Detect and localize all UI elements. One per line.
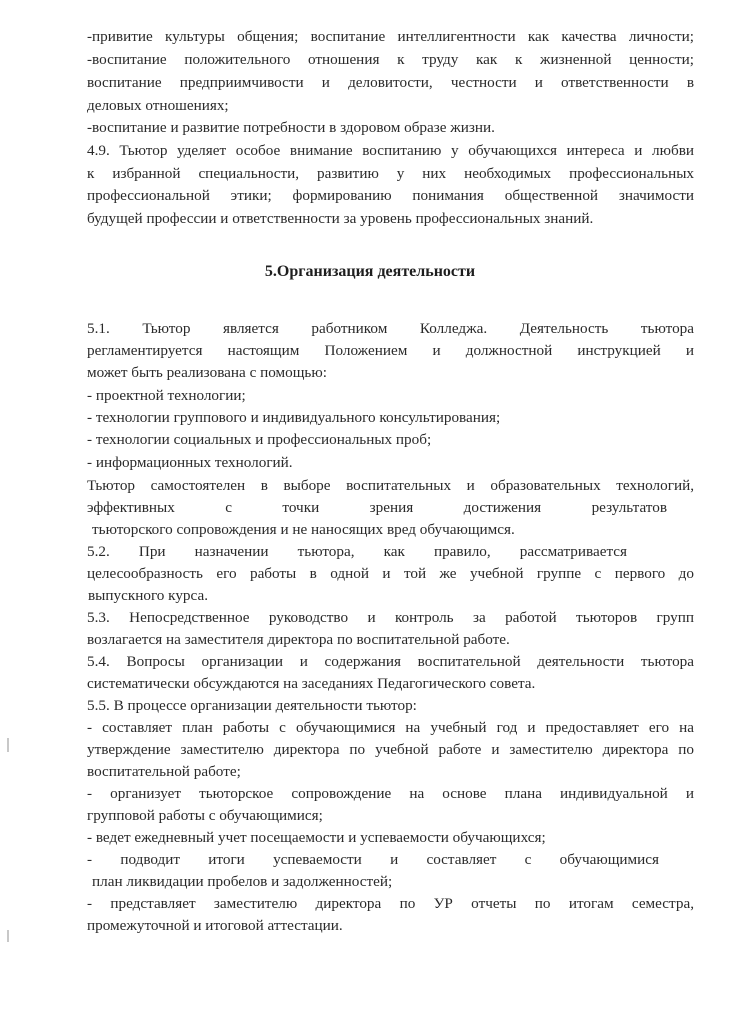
text-line: утверждение заместителю директора по учебной работе и заместителю директора по bbox=[87, 741, 694, 758]
text-line: план ликвидации пробелов и задолженностей; bbox=[92, 873, 393, 890]
text-line: - представляет заместителю директора по УР отчеты по итогам семестра, bbox=[87, 895, 694, 912]
text-line: Тьютор самостоятелен в выборе воспитательных и образовательных технологий, bbox=[87, 477, 694, 494]
text-line: -привитие культуры общения; воспитание интеллигентности как качества личности; bbox=[87, 28, 694, 45]
text-line: 5.2. При назначении тьютора, как правило, рассматривается bbox=[87, 543, 627, 560]
text-line: к избранной специальности, развитию у них необходимых профессиональных bbox=[87, 165, 694, 182]
text-line: деловых отношениях; bbox=[87, 97, 229, 114]
text-line: - проектной технологии; bbox=[87, 387, 246, 404]
text-line: 4.9. Тьютор уделяет особое внимание воспитанию у обучающихся интереса и любви bbox=[87, 142, 694, 159]
text-line: профессиональной этики; формированию понимания общественной значимости bbox=[87, 187, 694, 204]
text-line: регламентируется настоящим Положением и должностной инструкцией и bbox=[87, 342, 694, 359]
text-line: - технологии группового и индивидуального консультирования; bbox=[87, 409, 501, 426]
text-line: - информационных технологий. bbox=[87, 454, 293, 471]
text-line: -воспитание положительного отношения к труду как к жизненной ценности; bbox=[87, 51, 694, 68]
scan-artifact bbox=[7, 738, 9, 752]
text-line: -воспитание и развитие потребности в здоровом образе жизни. bbox=[87, 119, 495, 136]
text-line: 5.3. Непосредственное руководство и контроль за работой тьюторов групп bbox=[87, 609, 694, 626]
text-line: - подводит итоги успеваемости и составляет с обучающимися bbox=[87, 851, 659, 868]
text-line: целесообразность его работы в одной и той же учебной группе с первого до bbox=[87, 565, 694, 582]
text-line: - составляет план работы с обучающимися на учебный год и предоставляет его на bbox=[87, 719, 694, 736]
text-line: может быть реализована с помощью: bbox=[87, 364, 327, 381]
text-line: 5.1. Тьютор является работником Колледжа. Деятельность тьютора bbox=[87, 320, 694, 337]
text-line: промежуточной и итоговой аттестации. bbox=[87, 917, 343, 934]
text-line: - организует тьюторское сопровождение на основе плана индивидуальной и bbox=[87, 785, 694, 802]
text-line: систематически обсуждаются на заседаниях Педагогического совета. bbox=[87, 675, 536, 692]
section-heading: 5.Организация деятельности bbox=[264, 263, 476, 280]
text-line: групповой работы с обучающимися; bbox=[87, 807, 323, 824]
text-line: воспитание предприимчивости и деловитости, честности и ответственности в bbox=[87, 74, 694, 91]
text-line: 5.4. Вопросы организации и содержания воспитательной деятельности тьютора bbox=[87, 653, 694, 670]
text-line: тьюторского сопровождения и не наносящих вред обучающимся. bbox=[92, 521, 515, 538]
text-line: возлагается на заместителя директора по воспитательной работе. bbox=[87, 631, 510, 648]
scan-artifact bbox=[7, 930, 9, 942]
text-line: воспитательной работе; bbox=[87, 763, 241, 780]
text-line: - технологии социальных и профессиональных проб; bbox=[87, 431, 432, 448]
text-line: эффективных с точки зрения достижения результатов bbox=[87, 499, 667, 516]
text-line: будущей профессии и ответственности за уровень профессиональных знаний. bbox=[87, 210, 594, 227]
text-line: 5.5. В процессе организации деятельности тьютор: bbox=[87, 697, 417, 714]
text-line: - ведет ежедневный учет посещаемости и успеваемости обучающихся; bbox=[87, 829, 546, 846]
text-line: выпускного курса. bbox=[88, 587, 208, 604]
